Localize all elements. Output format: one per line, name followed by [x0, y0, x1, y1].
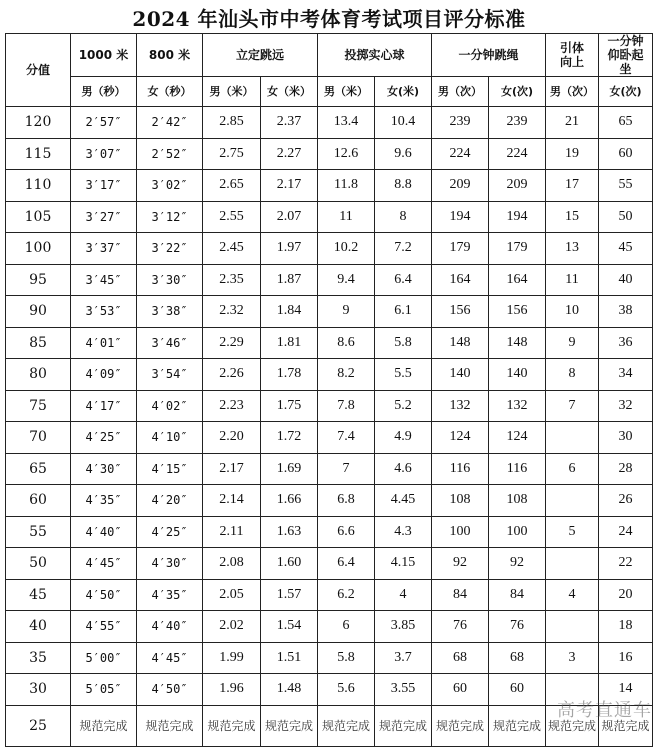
- cell-ball-female: 5.8: [375, 327, 432, 359]
- cell-ball-female: 3.85: [375, 611, 432, 643]
- cell-ball-female: 4.6: [375, 453, 432, 485]
- cell-rope-male: 148: [432, 327, 489, 359]
- cell-800m: 4′50″: [137, 674, 203, 706]
- cell-rope-female: 156: [489, 296, 546, 328]
- cell-situp: 38: [599, 296, 653, 328]
- cell-800m: 3′22″: [137, 233, 203, 265]
- table-row: [6, 453, 653, 485]
- cell-800m: 4′30″: [137, 548, 203, 580]
- cell-pullup: 15: [546, 201, 599, 233]
- cell-800m: 4′45″: [137, 642, 203, 674]
- subheader-ball-male: 男（米）: [318, 77, 375, 107]
- cell-pullup: 规范完成: [546, 705, 599, 746]
- header-situp: 一分钟仰卧起坐: [599, 34, 653, 77]
- cell-pullup: [546, 674, 599, 706]
- cell-800m: 4′15″: [137, 453, 203, 485]
- cell-jump-male: 2.45: [203, 233, 261, 265]
- cell-800m: 规范完成: [137, 705, 203, 746]
- cell-ball-male: 11.8: [318, 170, 375, 202]
- subheader-800m-female: 女（秒）: [137, 77, 203, 107]
- subheader-jump-male: 男（米）: [203, 77, 261, 107]
- cell-jump-female: 2.27: [261, 138, 318, 170]
- cell-pullup: 17: [546, 170, 599, 202]
- cell-score: 90: [6, 296, 71, 328]
- cell-rope-male: 224: [432, 138, 489, 170]
- cell-800m: 4′20″: [137, 485, 203, 517]
- cell-rope-female: 140: [489, 359, 546, 391]
- cell-jump-male: 2.08: [203, 548, 261, 580]
- cell-ball-female: 5.5: [375, 359, 432, 391]
- cell-jump-female: 1.75: [261, 390, 318, 422]
- cell-1000m: 3′45″: [71, 264, 137, 296]
- cell-jump-female: 1.48: [261, 674, 318, 706]
- cell-ball-male: 8.2: [318, 359, 375, 391]
- cell-jump-male: 2.75: [203, 138, 261, 170]
- cell-rope-female: 194: [489, 201, 546, 233]
- cell-jump-female: 1.81: [261, 327, 318, 359]
- subheader-situp-female: 女(次): [599, 77, 653, 107]
- cell-jump-male: 2.20: [203, 422, 261, 454]
- subheader-rope-female: 女(次): [489, 77, 546, 107]
- cell-jump-male: 2.65: [203, 170, 261, 202]
- cell-ball-male: 7.8: [318, 390, 375, 422]
- cell-1000m: 4′45″: [71, 548, 137, 580]
- cell-rope-female: 179: [489, 233, 546, 265]
- cell-1000m: 4′25″: [71, 422, 137, 454]
- cell-situp: 20: [599, 579, 653, 611]
- cell-jump-male: 2.35: [203, 264, 261, 296]
- cell-pullup: 8: [546, 359, 599, 391]
- cell-jump-male: 2.17: [203, 453, 261, 485]
- cell-ball-female: 4: [375, 579, 432, 611]
- table-row: [6, 485, 653, 517]
- cell-score: 35: [6, 642, 71, 674]
- cell-rope-male: 194: [432, 201, 489, 233]
- cell-jump-female: 1.57: [261, 579, 318, 611]
- cell-pullup: [546, 611, 599, 643]
- cell-rope-female: 规范完成: [489, 705, 546, 746]
- watermark: 高考直通车: [557, 700, 652, 721]
- table-row: [6, 611, 653, 643]
- cell-situp: 55: [599, 170, 653, 202]
- header-pullup: 引体向上: [546, 34, 599, 77]
- cell-ball-female: 7.2: [375, 233, 432, 265]
- cell-800m: 3′12″: [137, 201, 203, 233]
- cell-800m: 3′02″: [137, 170, 203, 202]
- cell-ball-female: 6.1: [375, 296, 432, 328]
- cell-rope-female: 108: [489, 485, 546, 517]
- table-row: [6, 264, 653, 296]
- cell-rope-female: 209: [489, 170, 546, 202]
- cell-1000m: 3′53″: [71, 296, 137, 328]
- cell-rope-female: 132: [489, 390, 546, 422]
- cell-1000m: 5′05″: [71, 674, 137, 706]
- cell-1000m: 3′17″: [71, 170, 137, 202]
- cell-1000m: 4′09″: [71, 359, 137, 391]
- cell-rope-female: 224: [489, 138, 546, 170]
- cell-1000m: 4′35″: [71, 485, 137, 517]
- cell-1000m: 4′55″: [71, 611, 137, 643]
- cell-jump-male: 1.96: [203, 674, 261, 706]
- cell-score: 110: [6, 170, 71, 202]
- cell-score: 60: [6, 485, 71, 517]
- cell-score: 95: [6, 264, 71, 296]
- cell-1000m: 3′27″: [71, 201, 137, 233]
- cell-ball-female: 9.6: [375, 138, 432, 170]
- cell-jump-female: 2.37: [261, 107, 318, 139]
- cell-pullup: [546, 485, 599, 517]
- cell-1000m: 3′07″: [71, 138, 137, 170]
- cell-ball-female: 4.9: [375, 422, 432, 454]
- cell-rope-female: 100: [489, 516, 546, 548]
- cell-jump-male: 2.14: [203, 485, 261, 517]
- cell-rope-male: 84: [432, 579, 489, 611]
- cell-800m: 3′38″: [137, 296, 203, 328]
- cell-rope-female: 116: [489, 453, 546, 485]
- subheader-pullup-male: 男（次）: [546, 77, 599, 107]
- cell-situp: 36: [599, 327, 653, 359]
- cell-score: 45: [6, 579, 71, 611]
- cell-ball-male: 9: [318, 296, 375, 328]
- cell-jump-female: 规范完成: [261, 705, 318, 746]
- cell-pullup: 3: [546, 642, 599, 674]
- cell-jump-male: 2.55: [203, 201, 261, 233]
- cell-pullup: 7: [546, 390, 599, 422]
- cell-800m: 4′02″: [137, 390, 203, 422]
- cell-ball-male: 6.8: [318, 485, 375, 517]
- cell-score: 80: [6, 359, 71, 391]
- subheader-jump-female: 女（米）: [261, 77, 318, 107]
- cell-score: 70: [6, 422, 71, 454]
- cell-score: 50: [6, 548, 71, 580]
- cell-ball-male: 9.4: [318, 264, 375, 296]
- cell-jump-female: 1.63: [261, 516, 318, 548]
- cell-pullup: 21: [546, 107, 599, 139]
- cell-ball-male: 8.6: [318, 327, 375, 359]
- cell-jump-male: 2.02: [203, 611, 261, 643]
- cell-rope-male: 60: [432, 674, 489, 706]
- table-row: [6, 390, 653, 422]
- cell-jump-female: 1.72: [261, 422, 318, 454]
- cell-ball-female: 4.3: [375, 516, 432, 548]
- cell-pullup: 5: [546, 516, 599, 548]
- table-row: [6, 674, 653, 706]
- cell-ball-male: 12.6: [318, 138, 375, 170]
- cell-ball-female: 3.7: [375, 642, 432, 674]
- cell-jump-female: 1.69: [261, 453, 318, 485]
- cell-situp: 34: [599, 359, 653, 391]
- cell-situp: 45: [599, 233, 653, 265]
- cell-situp: 18: [599, 611, 653, 643]
- cell-ball-male: 规范完成: [318, 705, 375, 746]
- cell-jump-female: 2.07: [261, 201, 318, 233]
- table-row: [6, 642, 653, 674]
- cell-jump-male: 2.32: [203, 296, 261, 328]
- cell-situp: 30: [599, 422, 653, 454]
- cell-rope-male: 164: [432, 264, 489, 296]
- cell-rope-female: 76: [489, 611, 546, 643]
- cell-pullup: 11: [546, 264, 599, 296]
- cell-jump-male: 1.99: [203, 642, 261, 674]
- table-row: [6, 170, 653, 202]
- cell-1000m: 3′37″: [71, 233, 137, 265]
- cell-ball-female: 3.55: [375, 674, 432, 706]
- cell-ball-female: 6.4: [375, 264, 432, 296]
- cell-jump-female: 1.66: [261, 485, 318, 517]
- cell-situp: 60: [599, 138, 653, 170]
- cell-jump-female: 1.54: [261, 611, 318, 643]
- cell-800m: 2′42″: [137, 107, 203, 139]
- cell-ball-male: 10.2: [318, 233, 375, 265]
- cell-rope-female: 92: [489, 548, 546, 580]
- cell-ball-male: 7: [318, 453, 375, 485]
- table-row: [6, 359, 653, 391]
- cell-rope-male: 179: [432, 233, 489, 265]
- cell-rope-male: 92: [432, 548, 489, 580]
- cell-score: 115: [6, 138, 71, 170]
- cell-jump-male: 2.85: [203, 107, 261, 139]
- cell-ball-male: 6.4: [318, 548, 375, 580]
- cell-rope-male: 规范完成: [432, 705, 489, 746]
- cell-score: 40: [6, 611, 71, 643]
- table-row: [6, 296, 653, 328]
- cell-rope-female: 84: [489, 579, 546, 611]
- cell-score: 65: [6, 453, 71, 485]
- cell-jump-female: 1.97: [261, 233, 318, 265]
- cell-pullup: 13: [546, 233, 599, 265]
- cell-rope-female: 164: [489, 264, 546, 296]
- cell-rope-male: 68: [432, 642, 489, 674]
- table-row: [6, 548, 653, 580]
- table-row: [6, 422, 653, 454]
- cell-1000m: 4′50″: [71, 579, 137, 611]
- cell-pullup: [546, 548, 599, 580]
- cell-jump-female: 2.17: [261, 170, 318, 202]
- cell-score: 55: [6, 516, 71, 548]
- cell-rope-male: 108: [432, 485, 489, 517]
- cell-ball-male: 7.4: [318, 422, 375, 454]
- cell-800m: 3′46″: [137, 327, 203, 359]
- cell-rope-male: 239: [432, 107, 489, 139]
- table-body: [6, 107, 653, 706]
- cell-situp: 22: [599, 548, 653, 580]
- cell-ball-female: 4.15: [375, 548, 432, 580]
- cell-situp: 65: [599, 107, 653, 139]
- cell-score: 120: [6, 107, 71, 139]
- cell-rope-male: 124: [432, 422, 489, 454]
- cell-rope-female: 148: [489, 327, 546, 359]
- cell-pullup: 4: [546, 579, 599, 611]
- cell-1000m: 4′17″: [71, 390, 137, 422]
- cell-jump-male: 2.11: [203, 516, 261, 548]
- cell-1000m: 4′30″: [71, 453, 137, 485]
- table-row: [6, 201, 653, 233]
- cell-situp: 24: [599, 516, 653, 548]
- cell-situp: 32: [599, 390, 653, 422]
- header-score: 分值: [6, 34, 71, 107]
- cell-situp: 40: [599, 264, 653, 296]
- cell-score: 85: [6, 327, 71, 359]
- cell-score: 25: [6, 705, 71, 746]
- subheader-ball-female: 女(米): [375, 77, 432, 107]
- cell-1000m: 5′00″: [71, 642, 137, 674]
- table-row: [6, 579, 653, 611]
- table-row: [6, 107, 653, 139]
- cell-situp: 28: [599, 453, 653, 485]
- cell-pullup: 9: [546, 327, 599, 359]
- cell-score: 105: [6, 201, 71, 233]
- cell-ball-female: 5.2: [375, 390, 432, 422]
- cell-situp: 50: [599, 201, 653, 233]
- cell-score: 100: [6, 233, 71, 265]
- cell-800m: 4′25″: [137, 516, 203, 548]
- cell-ball-male: 5.8: [318, 642, 375, 674]
- cell-jump-male: 2.26: [203, 359, 261, 391]
- subheader-rope-male: 男（次）: [432, 77, 489, 107]
- cell-800m: 3′54″: [137, 359, 203, 391]
- cell-jump-female: 1.78: [261, 359, 318, 391]
- cell-ball-male: 13.4: [318, 107, 375, 139]
- cell-jump-male: 2.23: [203, 390, 261, 422]
- cell-situp: 26: [599, 485, 653, 517]
- cell-ball-male: 6.2: [318, 579, 375, 611]
- cell-pullup: 10: [546, 296, 599, 328]
- cell-800m: 3′30″: [137, 264, 203, 296]
- cell-situp: 16: [599, 642, 653, 674]
- cell-rope-male: 209: [432, 170, 489, 202]
- cell-1000m: 4′40″: [71, 516, 137, 548]
- cell-rope-female: 68: [489, 642, 546, 674]
- cell-ball-male: 6.6: [318, 516, 375, 548]
- cell-ball-female: 规范完成: [375, 705, 432, 746]
- table-row: [6, 327, 653, 359]
- table-row: [6, 516, 653, 548]
- cell-800m: 2′52″: [137, 138, 203, 170]
- header-ball-throw: 投掷实心球: [318, 34, 432, 77]
- cell-jump-female: 1.60: [261, 548, 318, 580]
- cell-situp: 14: [599, 674, 653, 706]
- cell-jump-male: 2.05: [203, 579, 261, 611]
- header-rope-skipping: 一分钟跳绳: [432, 34, 546, 77]
- cell-rope-male: 132: [432, 390, 489, 422]
- cell-800m: 4′40″: [137, 611, 203, 643]
- subheader-1000m-male: 男（秒）: [71, 77, 137, 107]
- cell-jump-male: 规范完成: [203, 705, 261, 746]
- cell-jump-female: 1.84: [261, 296, 318, 328]
- cell-ball-male: 6: [318, 611, 375, 643]
- cell-score: 30: [6, 674, 71, 706]
- cell-jump-male: 2.29: [203, 327, 261, 359]
- cell-ball-female: 10.4: [375, 107, 432, 139]
- cell-pullup: 19: [546, 138, 599, 170]
- table-row-last: [6, 705, 653, 746]
- cell-jump-female: 1.87: [261, 264, 318, 296]
- cell-pullup: 6: [546, 453, 599, 485]
- cell-rope-male: 116: [432, 453, 489, 485]
- cell-rope-male: 100: [432, 516, 489, 548]
- cell-ball-male: 11: [318, 201, 375, 233]
- header-1000m: 1000 米: [71, 34, 137, 77]
- cell-1000m: 2′57″: [71, 107, 137, 139]
- cell-jump-female: 1.51: [261, 642, 318, 674]
- cell-rope-female: 60: [489, 674, 546, 706]
- cell-ball-male: 5.6: [318, 674, 375, 706]
- cell-rope-female: 239: [489, 107, 546, 139]
- cell-1000m: 4′01″: [71, 327, 137, 359]
- cell-score: 75: [6, 390, 71, 422]
- cell-800m: 4′10″: [137, 422, 203, 454]
- cell-rope-male: 76: [432, 611, 489, 643]
- table-row: [6, 138, 653, 170]
- cell-rope-female: 124: [489, 422, 546, 454]
- header-long-jump: 立定跳远: [203, 34, 318, 77]
- cell-ball-female: 8: [375, 201, 432, 233]
- cell-1000m: 规范完成: [71, 705, 137, 746]
- scoring-table: [5, 33, 653, 747]
- cell-rope-male: 140: [432, 359, 489, 391]
- page-title: 2024 年汕头市中考体育考试项目评分标准: [132, 7, 526, 31]
- cell-pullup: [546, 422, 599, 454]
- cell-ball-female: 8.8: [375, 170, 432, 202]
- table-row: [6, 233, 653, 265]
- cell-situp: 规范完成: [599, 705, 653, 746]
- cell-800m: 4′35″: [137, 579, 203, 611]
- header-800m: 800 米: [137, 34, 203, 77]
- cell-ball-female: 4.45: [375, 485, 432, 517]
- cell-rope-male: 156: [432, 296, 489, 328]
